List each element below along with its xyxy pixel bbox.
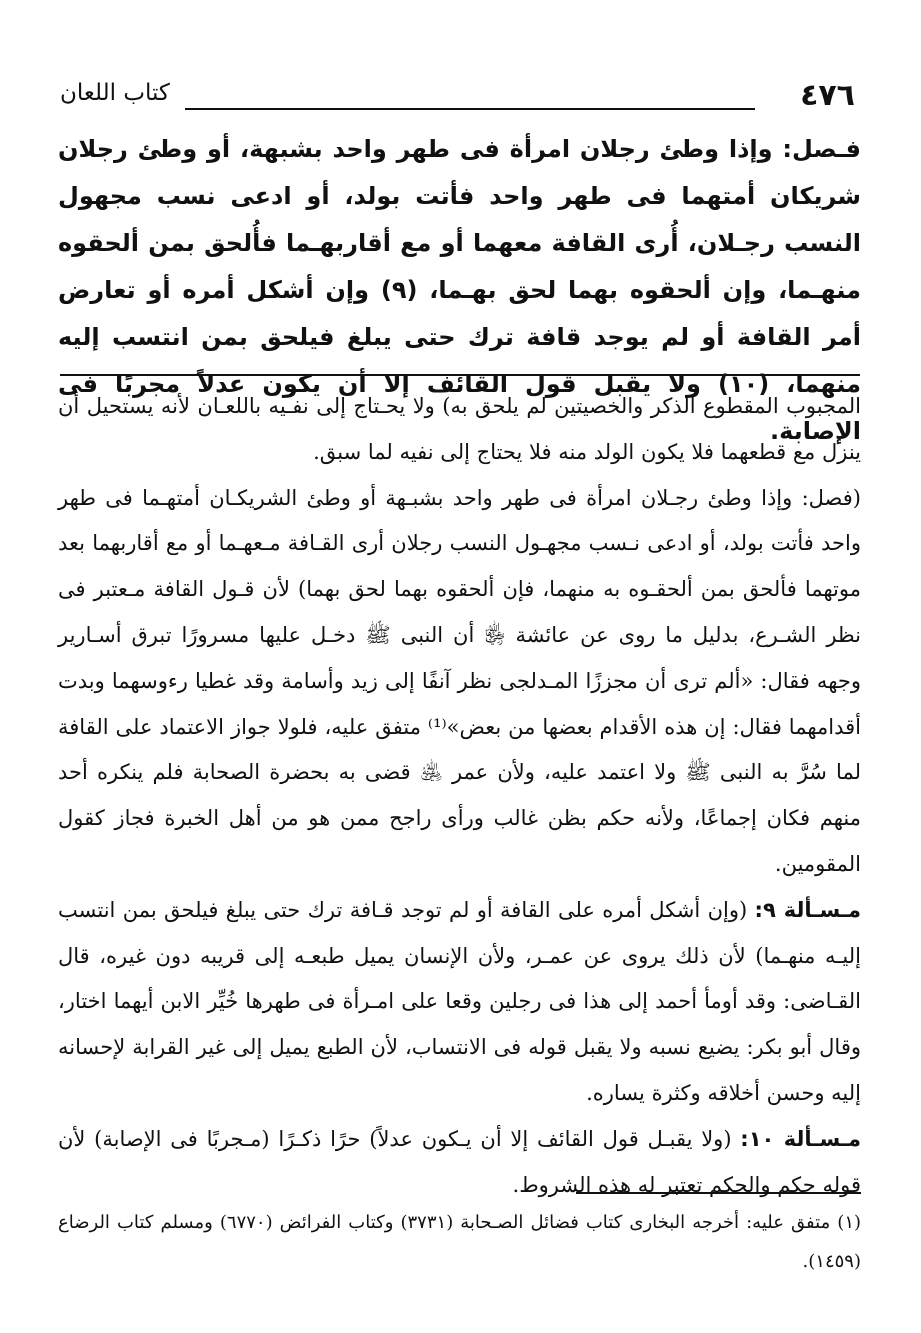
running-title: كتاب اللعان bbox=[60, 80, 170, 106]
page-header bbox=[60, 78, 855, 118]
page-number: ٤٧٦ bbox=[800, 78, 855, 113]
issue-10 bbox=[58, 1117, 861, 1209]
main-text: وإذا وطئ رجلان امرأة فى طهر واحد بشبهة، أو وطئ رجلان شريكان أمتهما فى طهر واحد فأتت بولد، أو ادعى نسب مجهول النسب رجـلان، أُرى القافة معهما أو مع أقاربهـما فأُلحق بمن ألحقوه منهـما، وإن ألحقوه بهما لحق بهـما، (٩) وإن أشكل أمره أو تعارض أمر القافة أو لم يوجد قافة ترك حتى يبلغ فيلحق بمن انتسب إليه منهما، (١٠) ولا يقبل قول القائف إلا أن يكون عدلاً مجربًا فى الإصابة. bbox=[58, 135, 861, 445]
header-rule bbox=[185, 108, 755, 110]
issue-9-text: (وإن أشكل أمره على القافة أو لم توجد قـافة ترك حتى يبلغ فيلحق بمن انتسب إليـه منهـما) لأن ذلك يروى عن عمـر، ولأن الإنسان يميل طبعـه إلى قريبه دون غيره، قال القـاضى: وقد أومأ أحمد إلى هذا فى رجلين وقعا على امـرأة فى طهرها خُيِّر الابن أيهما اختار، وقال أبو بكر: يضيع نسبه ولا يقبل قوله فى الانتساب، لأن الطبع يميل إلى غير القرابة لإحسانه إليه وحسن أخلاقه وكثرة يساره. bbox=[58, 897, 861, 1105]
commentary-block bbox=[58, 384, 861, 1208]
issue-9 bbox=[58, 888, 861, 1117]
footnote-rule bbox=[576, 1192, 861, 1194]
issue-10-label: مـسـألة ١٠: bbox=[740, 1126, 861, 1151]
issue-9-label: مـسـألة ٩: bbox=[754, 897, 861, 922]
section-divider bbox=[60, 374, 860, 376]
commentary-paragraph: (فصل: وإذا وطئ رجـلان امرأة فى طهر واحد بشبـهة أو وطئ الشريكـان أمتهـما فى طهر واحد فأتت بولد، أو ادعى نـسب مجهـول النسب رجلان أرى القـافة مـعهـما أو مع أقاربهما بعد موتهما فألحق بمن ألحقـوه به منهما، فإن ألحقوه بهما لحق بهما) لأن قـول القافة مـعتبر فى نظر الشـرع، بدليل ما روى عن عائشة ﵂ أن النبى ﷺ دخـل عليها مسرورًا تبرق أسـارير وجهه فقال: «ألم ترى أن مجززًا المـدلجى نظر آنفًا إلى زيد وأسامة وقد غطيا رءوسهما وبدت أقدامهما فقال: إن هذه الأقدام بعضها من بعض»⁽¹⁾ متفق عليه، فلولا جواز الاعتماد على القافة لما سُرَّ به النبى ﷺ ولا اعتمد عليه، ولأن عمر ﵁ قضى به بحضرة الصحابة فلم ينكره أحد منهم فكان إجماعًا، ولأنه حكم بظن غالب ورأى راجح ممن هو من أهل الخبرة فجاز كقول المقومين. bbox=[58, 485, 861, 876]
footnote: (١) متفق عليه: أخرجه البخارى كتاب فضائل الصـحابة (٣٧٣١) وكتاب الفرائض (٦٧٧٠) ومسلم كتاب الرضاع (١٤٥٩). bbox=[58, 1212, 862, 1272]
commentary-paragraph: المجبوب المقطوع الذكر والخصيتين لم يلحق به) ولا يحـتاج إلى نفـيه باللعـان لأنه يستحيل أن ينزل مع قطعهما فلا يكون الولد منه فلا يحتاج إلى نفيه لما سبق. bbox=[58, 394, 861, 464]
section-label: فـصل: bbox=[782, 135, 861, 163]
issue-10-text: (ولا يقبـل قول القائف إلا أن يـكون عدلاً) حرًا ذكـرًا (مـجربًا فى الإصابة) لأن قوله حكم والحكم تعتبر له هذه الشروط. bbox=[58, 1126, 861, 1197]
